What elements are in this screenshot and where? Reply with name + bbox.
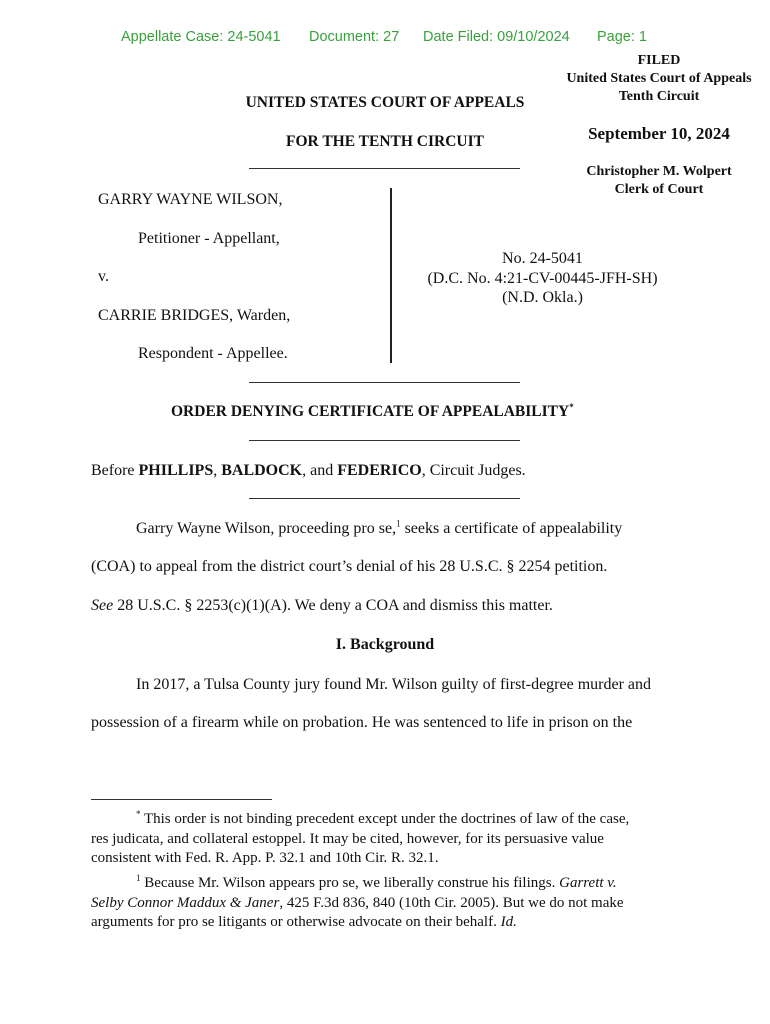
order-title-text: ORDER DENYING CERTIFICATE OF APPEALABILITY <box>171 403 570 420</box>
footnote-marker: * <box>136 809 141 819</box>
footnote-text: consistent with Fed. R. App. P. 32.1 and 10th Cir. R. 32.1. <box>91 850 439 866</box>
case-citation: Id. <box>500 914 517 930</box>
footnote-star <box>91 810 691 869</box>
respondent-name: CARRIE BRIDGES, Warden, <box>98 307 291 324</box>
panel-suffix: , Circuit Judges. <box>421 462 526 479</box>
footnote-text: This order is not binding precedent except under the doctrines of law of the case, <box>140 811 630 827</box>
versus-label: v. <box>98 268 109 285</box>
case-citation: Selby Connor Maddux & Janer <box>91 894 280 911</box>
clerk-title: Clerk of Court <box>614 182 704 197</box>
stamp-page-number: Page: 1 <box>597 29 647 45</box>
appeal-case-number: No. 24-5041 <box>502 250 583 267</box>
divider-rule <box>249 382 520 383</box>
case-numbers <box>410 249 675 308</box>
background-line-2: possession of a firearm while on probation. He was sentenced to life in prison on the <box>91 714 633 731</box>
footnote-text: res judicata, and collateral estoppel. It may be cited, however, for its persuasive value <box>91 830 604 847</box>
panel-line <box>91 462 526 480</box>
intro-text: 28 U.S.C. § 2253(c)(1)(A). We deny a COA and dismiss this matter. <box>113 597 553 614</box>
district-case-number: (D.C. No. 4:21-CV-00445-JFH-SH) <box>427 269 658 287</box>
panel-before: Before <box>91 462 139 479</box>
clerk-block <box>552 163 766 199</box>
citation-signal: See <box>91 597 114 614</box>
petitioner-name: GARRY WAYNE WILSON, <box>98 191 283 208</box>
footnote-marker: 1 <box>136 873 141 883</box>
order-title <box>171 403 574 421</box>
footnote-1-marker: 1 <box>396 518 401 529</box>
intro-line-3 <box>91 597 553 615</box>
section-heading: I. Background <box>335 636 435 653</box>
divider-rule <box>249 168 520 169</box>
district-court: (N.D. Okla.) <box>502 289 583 306</box>
footnote-text: arguments for pro se litigants or otherwise advocate on their behalf. <box>91 914 501 930</box>
panel-separator: , <box>213 462 222 479</box>
stamp-document-number: Document: 27 <box>309 29 400 45</box>
respondent-role: Respondent - Appellee. <box>138 345 288 362</box>
petitioner-role: Petitioner - Appellant, <box>138 230 280 247</box>
intro-text: seeks a certificate of appealability <box>400 520 623 537</box>
court-title-line2: FOR THE TENTH CIRCUIT <box>286 133 484 150</box>
filed-court-name: United States Court of Appeals <box>566 71 752 86</box>
divider-rule <box>249 440 520 441</box>
court-title-line1: UNITED STATES COURT OF APPEALS <box>245 94 525 111</box>
intro-line-2: (COA) to appeal from the district court’s denial of his 28 U.S.C. § 2254 petition. <box>91 558 608 575</box>
intro-text: Garry Wayne Wilson, proceeding pro se, <box>136 520 397 537</box>
judge-name: PHILLIPS <box>138 462 214 479</box>
judge-name: FEDERICO <box>337 462 422 479</box>
background-line-1: In 2017, a Tulsa County jury found Mr. Wilson guilty of first-degree murder and <box>136 676 652 693</box>
filed-label: FILED <box>637 53 681 68</box>
footnote-star-marker: * <box>569 401 574 412</box>
clerk-name: Christopher M. Wolpert <box>586 164 732 179</box>
footnote-separator <box>91 799 272 800</box>
footnote-text: Because Mr. Wilson appears pro se, we liberally construe his filings. <box>140 875 560 891</box>
filed-circuit: Tenth Circuit <box>618 89 700 104</box>
filed-block <box>552 52 766 106</box>
divider-rule <box>249 498 520 499</box>
case-citation: Garrett v. <box>559 875 617 891</box>
footnote-text: , 425 F.3d 836, 840 (10th Cir. 2005). But we do not make <box>279 894 624 911</box>
caption-divider <box>390 188 392 363</box>
intro-line-1 <box>136 520 622 538</box>
stamp-date-filed: Date Filed: 09/10/2024 <box>423 29 570 45</box>
filed-date: September 10, 2024 <box>588 124 730 143</box>
stamp-case-number: Appellate Case: 24-5041 <box>121 29 281 45</box>
panel-separator: , and <box>302 462 338 479</box>
footnote-1 <box>91 874 691 933</box>
judge-name: BALDOCK <box>221 462 303 479</box>
